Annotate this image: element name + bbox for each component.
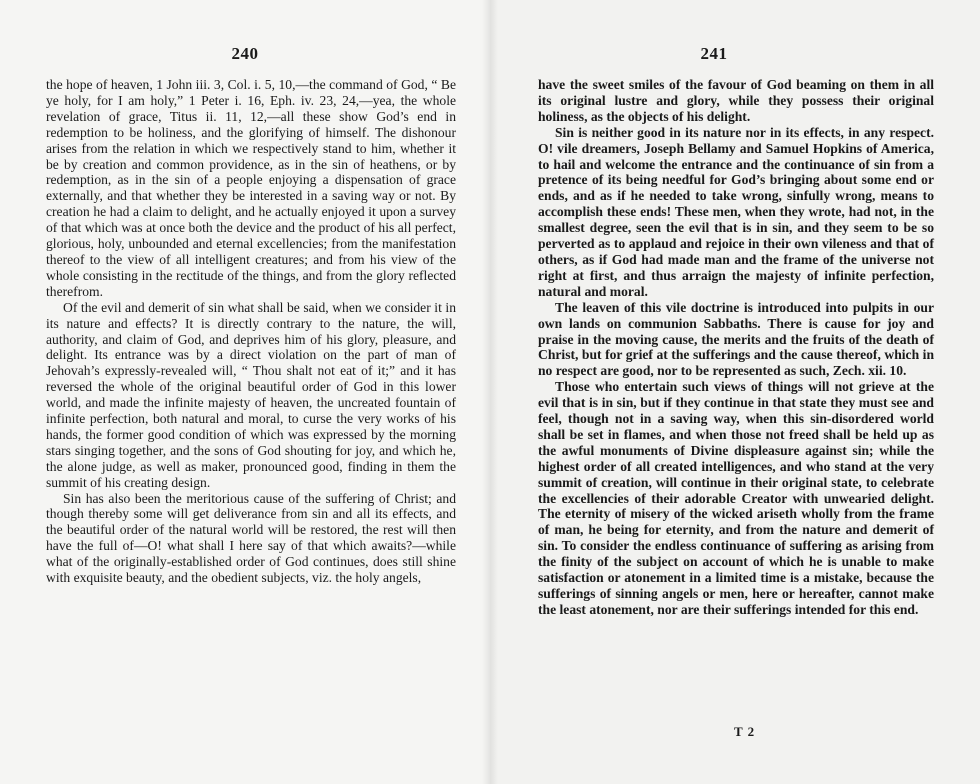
paragraph: Sin has also been the meritorious cause of the suffering of Christ; and though thereby some will get deliverance from sin and all its effects, and the beautiful order of the natural world will be restored, the rest will then have the full of—O! what shall I here say of that which awaits?—while what of the originally-established order of God continues, does still shine with exquisite beauty, and the obedient subjects, viz. the holy angels, (46, 490, 456, 586)
paragraph: have the sweet smiles of the favour of God beaming on them in all its original lustre and glory, while they possess their original holiness, as the objects of his delight. (538, 77, 934, 124)
book-gutter (482, 0, 498, 784)
right-page (490, 0, 980, 784)
page-body (538, 77, 934, 618)
paragraph: Those who entertain such views of things will not grieve at the evil that is in sin, but if they continue in that state they must see and feel, though not in a saving way, when this sin-disordered world shall be set in flames, and when those not freed shall be held up as the awful monuments of Divine displeasure against sin; while the highest order of all created intelligences, and who stand at the very summit of creation, will continue in their original state, to celebrate the excellencies of their adorable Creator with unwearied delight. The eternity of misery of the wicked ariseth wholly from the frame of man, he being for eternity, and from the nature and demerit of sin. To consider the endless continuance of suffering as arising from the finity of the subject on account of which he is unable to make satisfaction or atonement in a limited time is a mistake, because the sufferings of sinning angels or men, here or hereafter, cannot make the least atonement, nor are their sufferings intended for this end. (538, 379, 934, 617)
page-number: 241 (700, 44, 728, 63)
paragraph: the hope of heaven, 1 John iii. 3, Col. i. 5, 10,—the command of God, “ Be ye holy, for I am holy,” 1 Peter i. 16, Eph. iv. 23, 24,—yea, the whole revelation of grace, Titus ii. 11, 12,—all these show God’s end in redemption to be holiness, and the glorifying of himself. The dishonour arises from the relation in which we respectively stand to him, whether it be by creation and common providence, as in the sin of heathens, or by redemption, as in the sin of a people enjoying a dispensation of grace externally, and that whether they be interested in a saving way or not. By creation he had a claim to delight, and he actually enjoyed it upon a survey of that which was at once both the device and the product of his all perfect, glorious, holy, unbounded and eternal excellencies; from the manifestation thereof to the view of all intelligent creatures; and from his view of the whole consisting in the rectitude of the things, and from the glory reflected therefrom. (46, 77, 456, 299)
paragraph: Of the evil and demerit of sin what shall be said, when we consider it in its nature and effects? It is directly contrary to the nature, the will, authority, and claim of God, and deprives him of his glory, pleasure, and delight. Its entrance was by a direct violation on the part of man of Jehovah’s expressly-revealed will, “ Thou shalt not eat of it;” and it has reversed the whole of the original beautiful order of God in this lower world, and made the infinite majesty of heaven, the uncreated fountain of infinite perfection, both natural and moral, to curse the very works of his hands, the former good condition of which was expressed by the morning stars singing together, and the sons of God shouting for joy, and which he, the alone judge, as well as maker, pronounced good, finding in them the summit of his creating design. (46, 299, 456, 490)
paragraph: The leaven of this vile doctrine is introduced into pulpits in our own lands on communion Sabbaths. There is cause for joy and praise in the moving cause, the merits and the fruits of the death of Christ, but for grief at the sufferings and the cause thereof, which in no respect are good, nor to be represented as such, Zech. xii. 10. (538, 299, 934, 379)
paragraph: Sin is neither good in its nature nor in its effects, in any respect. O! vile dreamers, Joseph Bellamy and Samuel Hopkins of America, to hail and welcome the entrance and the continuance of sin from a pretence of its being needful for God’s bringing about some end or ends, and as if he needed to take wrong, sinfully wrong, means to accomplish these ends! These men, when they wrote, had not, in the smallest degree, seen the evil that is in sin, and they seem to be so perverted as to applaud and rejoice in their own vileness and that of others, as if God had made man and the frame of the universe not right at first, and thus arraign the majesty of infinite perfection, natural and moral. (538, 124, 934, 299)
signature-mark: T 2 (734, 724, 756, 739)
page-number: 240 (231, 44, 259, 63)
page-body (46, 77, 456, 586)
